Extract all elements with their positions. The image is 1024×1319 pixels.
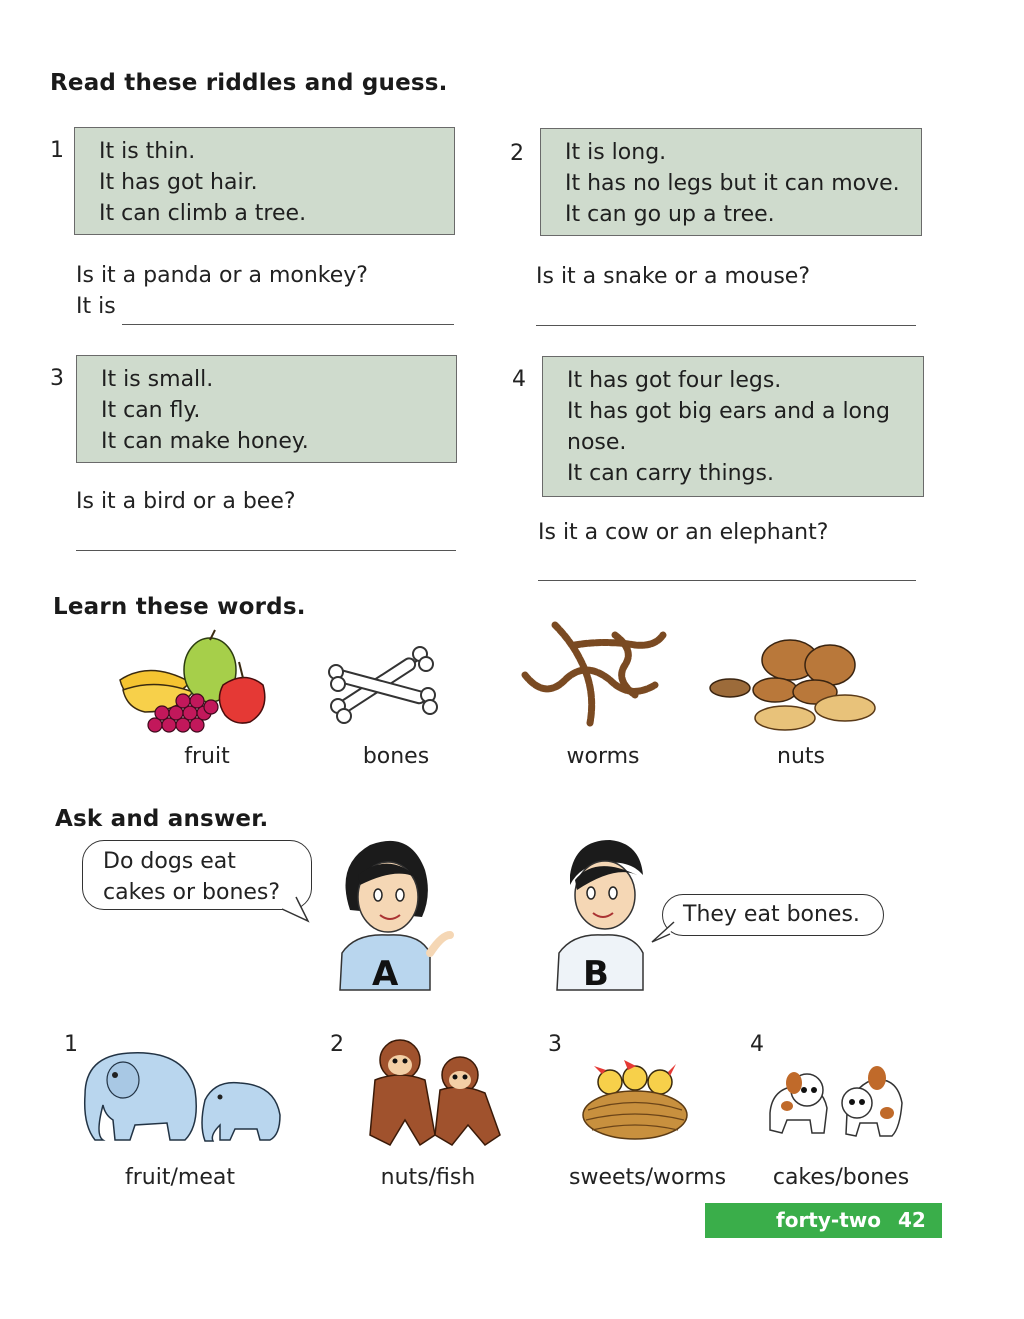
riddle-4-line-2: It has got big ears and a long <box>567 399 890 424</box>
riddle-4-question: Is it a cow or an elephant? <box>538 520 829 545</box>
ask-heading: Ask and answer. <box>55 806 269 832</box>
riddle-1-line-1: It is thin. <box>99 139 196 164</box>
riddle-3-box <box>76 355 457 463</box>
riddle-2-question: Is it a snake or a mouse? <box>536 264 811 289</box>
bubble-a-line-2: cakes or bones? <box>103 880 281 905</box>
speech-bubble-b <box>662 894 884 936</box>
girl-a-illustration <box>330 835 455 994</box>
bubble-b-tail <box>650 920 680 945</box>
ask-item-4-number: 4 <box>750 1032 764 1057</box>
word-worms: worms <box>566 744 640 769</box>
ask-item-2-number: 2 <box>330 1032 344 1057</box>
ask-item-1-number: 1 <box>64 1032 78 1057</box>
bubble-b-text: They eat bones. <box>683 902 860 927</box>
riddle-2-line-3: It can go up a tree. <box>565 202 775 227</box>
birds-nest-illustration <box>580 1060 690 1145</box>
word-fruit: fruit <box>184 744 230 769</box>
riddle-2-line-2: It has no legs but it can move. <box>565 171 900 196</box>
riddle-2-box <box>540 128 922 236</box>
ask-item-3-label: sweets/worms <box>569 1165 727 1190</box>
puppies-illustration <box>762 1058 912 1143</box>
riddle-4-line-4: It can carry things. <box>567 461 774 486</box>
riddle-1-box <box>74 127 455 235</box>
page-word: forty-two <box>776 1208 881 1232</box>
ask-item-4-label: cakes/bones <box>772 1165 910 1190</box>
riddle-3-number: 3 <box>50 366 64 391</box>
riddle-1-answer-line[interactable] <box>122 324 454 325</box>
riddle-4-answer-line[interactable] <box>538 580 916 581</box>
riddle-2-number: 2 <box>510 141 524 166</box>
riddle-1-number: 1 <box>50 138 64 163</box>
riddle-4-number: 4 <box>512 367 526 392</box>
riddle-3-line-1: It is small. <box>101 367 214 392</box>
nuts-illustration <box>705 630 880 735</box>
riddle-1-line-3: It can climb a tree. <box>99 201 307 226</box>
worms-illustration <box>515 605 670 730</box>
word-nuts: nuts <box>777 744 825 769</box>
bubble-a-tail <box>280 895 320 925</box>
riddle-3-line-3: It can make honey. <box>101 429 309 454</box>
riddle-4-line-1: It has got four legs. <box>567 368 782 393</box>
boy-b-illustration <box>555 835 650 994</box>
riddle-1-answer-prefix: It is <box>76 294 116 319</box>
riddle-3-answer-line[interactable] <box>76 550 456 551</box>
page-number: 42 <box>898 1208 926 1232</box>
boy-b-shirt-letter: B <box>583 954 609 994</box>
monkeys-illustration <box>350 1035 520 1150</box>
words-heading: Learn these words. <box>53 594 306 620</box>
riddle-1-question: Is it a panda or a monkey? <box>76 263 368 288</box>
ask-item-3-number: 3 <box>548 1032 562 1057</box>
ask-item-1-label: fruit/meat <box>125 1165 235 1190</box>
fruit-illustration <box>115 630 270 740</box>
riddle-4-box <box>542 356 924 497</box>
page-footer-bar <box>705 1203 942 1238</box>
word-bones: bones <box>362 744 430 769</box>
elephants-illustration <box>75 1045 295 1145</box>
riddle-3-line-2: It can fly. <box>101 398 201 423</box>
speech-bubble-a <box>82 840 312 910</box>
riddle-4-line-3: nose. <box>567 430 627 455</box>
riddle-2-line-1: It is long. <box>565 140 667 165</box>
riddles-heading: Read these riddles and guess. <box>50 70 448 96</box>
riddle-2-answer-line[interactable] <box>536 325 916 326</box>
bones-illustration <box>328 640 443 730</box>
ask-item-2-label: nuts/fish <box>380 1165 476 1190</box>
riddle-1-line-2: It has got hair. <box>99 170 258 195</box>
riddle-3-question: Is it a bird or a bee? <box>76 489 296 514</box>
girl-a-shirt-letter: A <box>372 954 399 994</box>
bubble-a-line-1: Do dogs eat <box>103 849 236 874</box>
